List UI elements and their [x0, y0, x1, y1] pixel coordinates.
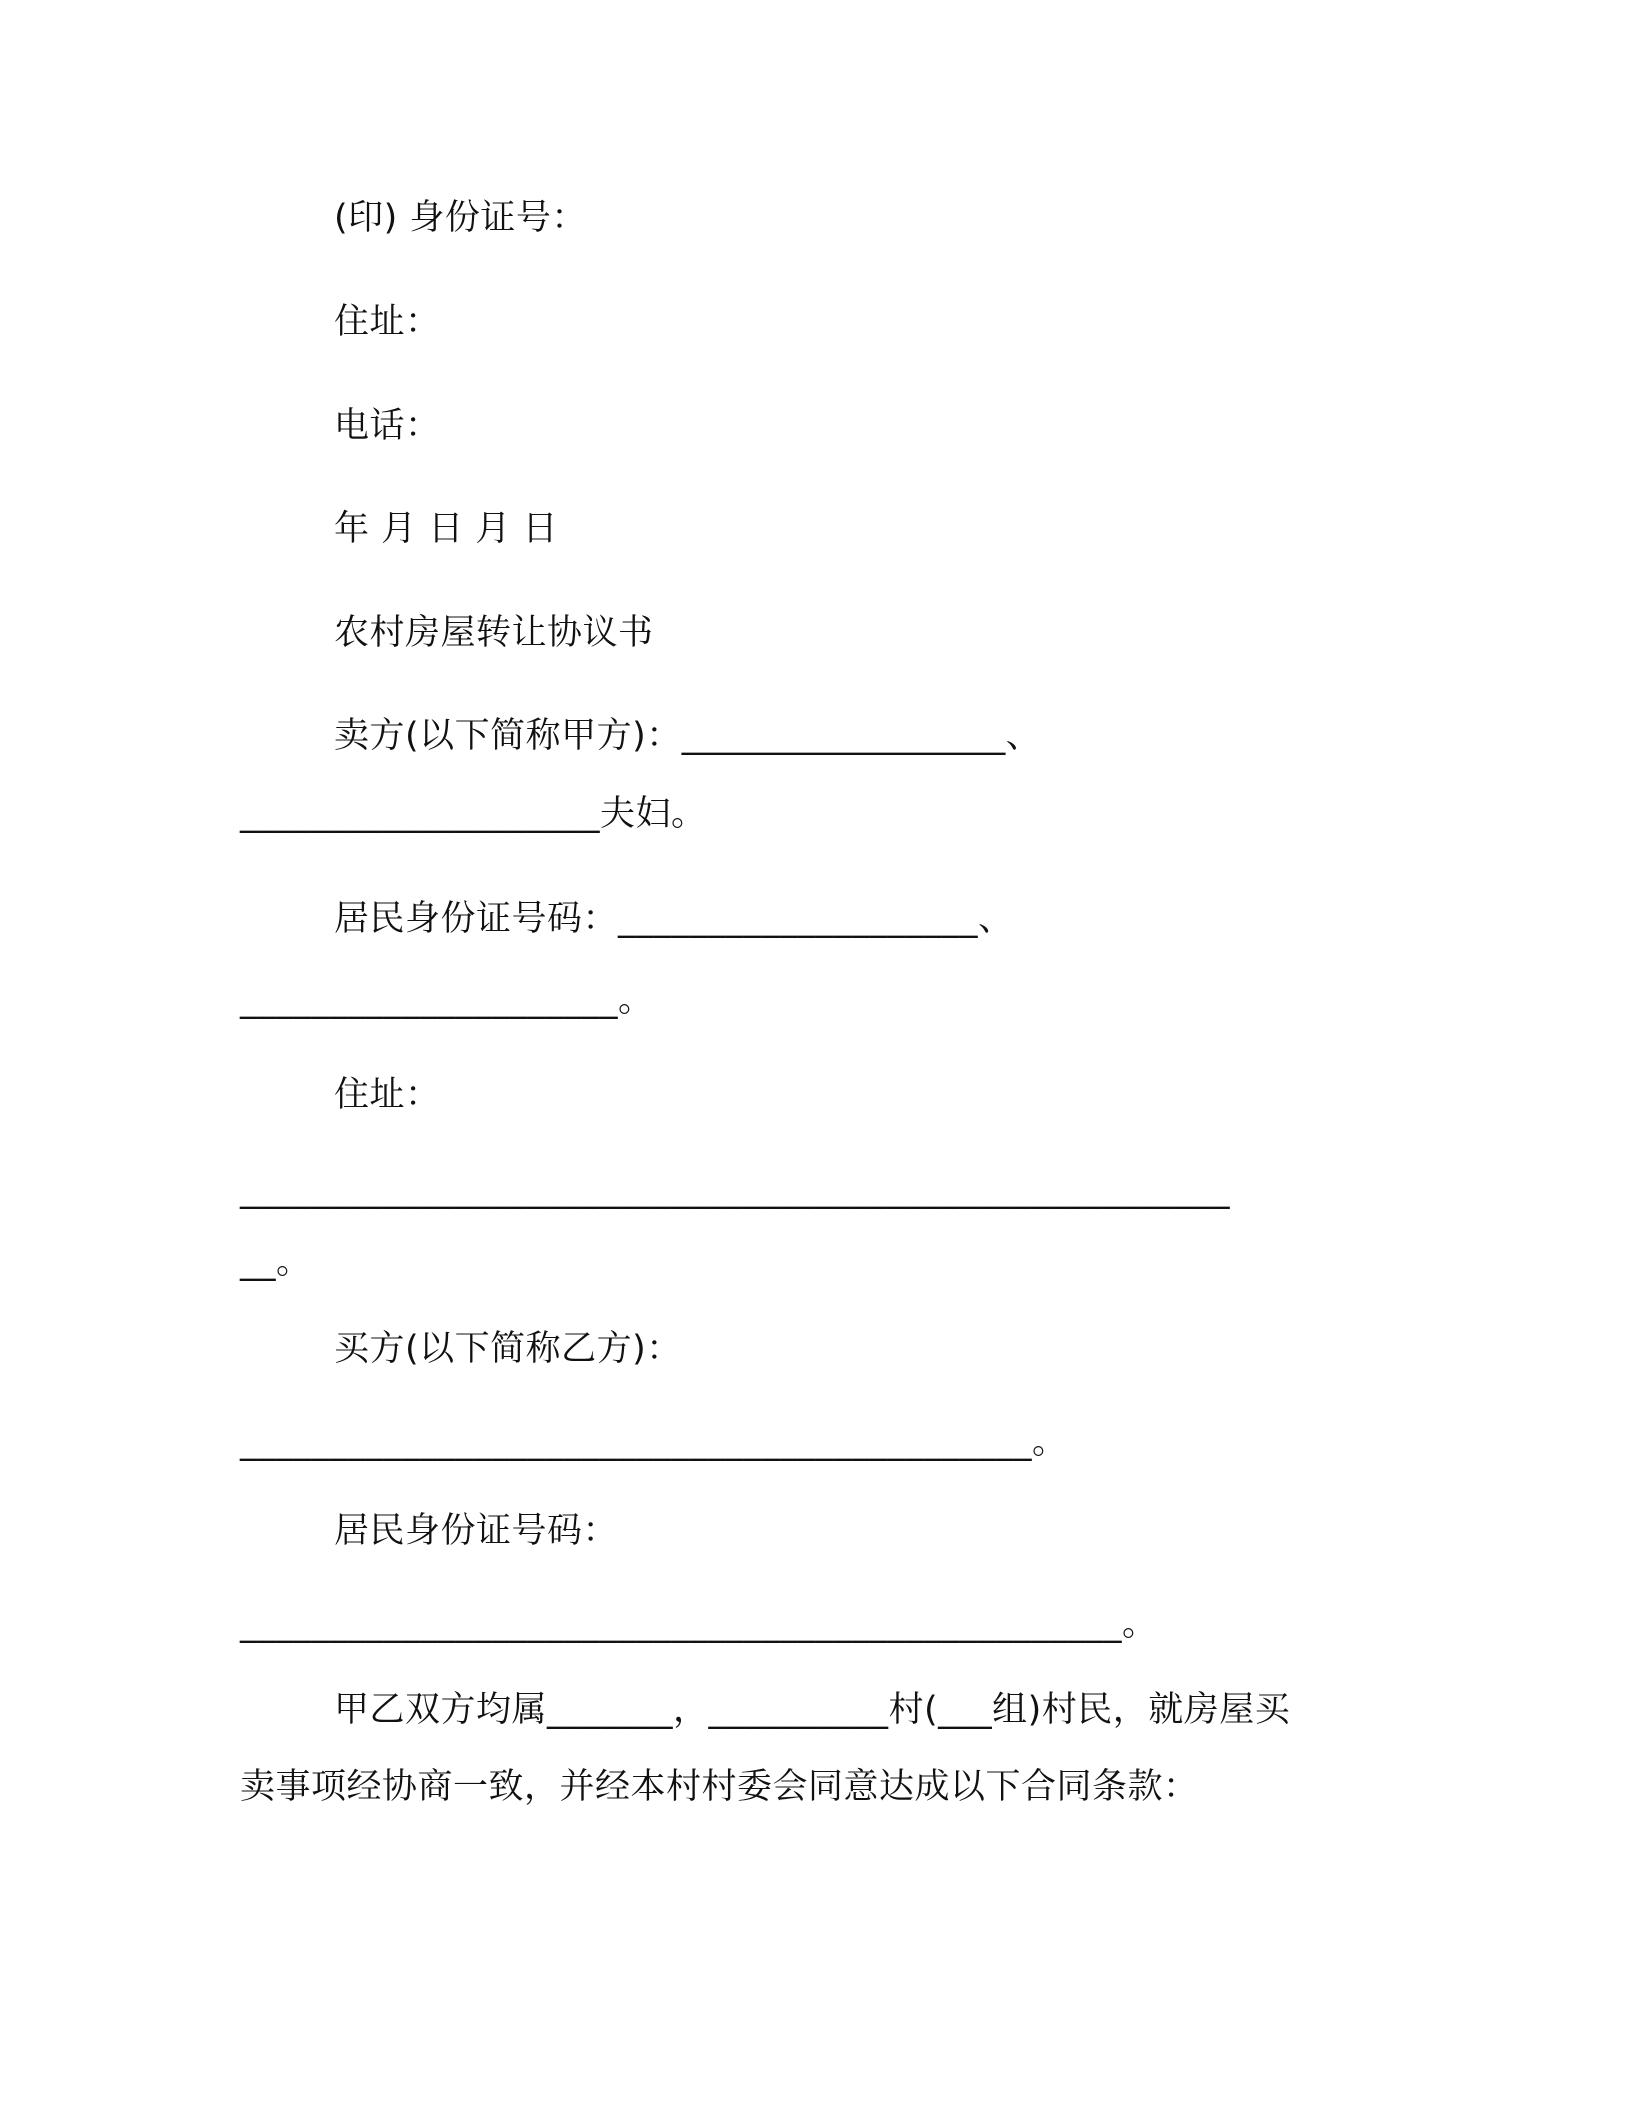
- seal-id-number-label: (印) 身份证号：: [334, 198, 587, 238]
- seller-couple-line: ____________________夫妇。: [240, 794, 707, 834]
- seller-address-label: 住址：: [334, 1075, 441, 1115]
- buyer-id-blank: _________________________________________________。: [240, 1604, 1158, 1644]
- phone-label: 电话：: [334, 406, 441, 446]
- seller-address-blank: _______________________________________________________: [240, 1170, 1230, 1210]
- seller-id-line: 居民身份证号码：____________________、: [334, 899, 1014, 939]
- seller-id-continuation: _____________________。: [240, 980, 654, 1020]
- address-label: 住址：: [334, 302, 441, 342]
- buyer-line: 买方(以下简称乙方)：: [334, 1329, 682, 1369]
- seller-address-continuation: __。: [240, 1242, 312, 1282]
- agreement-paragraph-line-1: 甲乙双方均属_______，__________村(___组)村民，就房屋买: [334, 1690, 1291, 1730]
- buyer-name-blank: ____________________________________________。: [240, 1422, 1068, 1462]
- document-title: 农村房屋转让协议书: [334, 613, 654, 653]
- date-line: 年 月 日 月 日: [334, 509, 559, 549]
- buyer-id-label: 居民身份证号码：: [334, 1511, 619, 1551]
- agreement-paragraph-line-2: 卖事项经协商一致，并经本村村委会同意达成以下合同条款：: [240, 1767, 1199, 1807]
- seller-line: 卖方(以下简称甲方)：__________________、: [334, 716, 1042, 756]
